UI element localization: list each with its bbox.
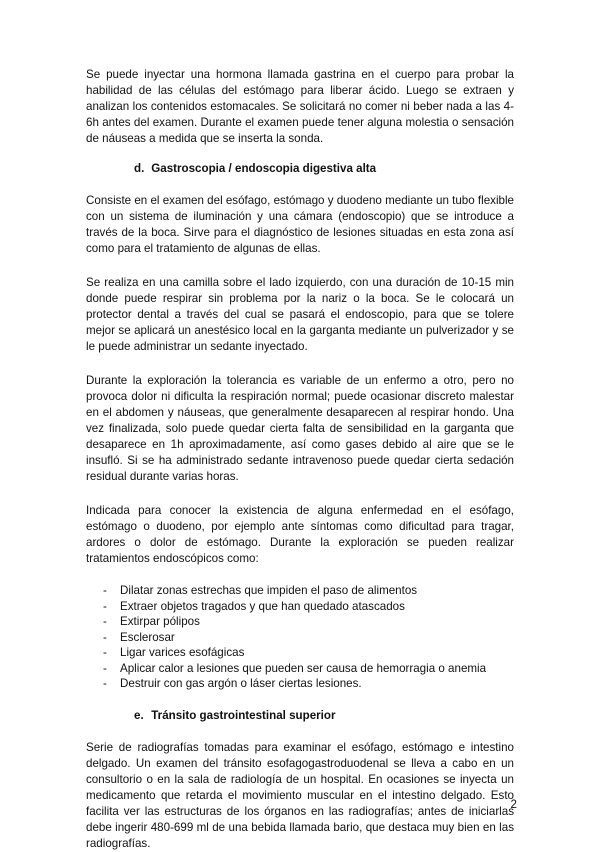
list-dash: - [103, 646, 107, 659]
section-e-title: Tránsito gastrointestinal superior [151, 708, 336, 722]
gastroscopia-paragraph-3: Durante la exploración la tolerancia es variable de un enfermo a otro, pero no provoca dolor ni dificulta la respiración normal; puede ocasionar discreto malestar en el abdomen y náuseas, que generalmente desaparecen al respirar hondo. Una vez finalizada, solo puede quedar cierta falta de sensibilidad en la garganta que desaparece en 1h aproximadamente, así como gases debido al aire que se le insufló. Si se ha administrado sedante intravenoso puede quedar cierta sedación residual durante varias horas. [86, 374, 514, 483]
section-d-heading [86, 161, 514, 177]
list-dash: - [103, 677, 107, 690]
list-item [86, 599, 514, 615]
list-item-text: Esclerosar [120, 630, 175, 644]
list-item-text: Aplicar calor a lesiones que pueden ser causa de hemorragia o anemia [120, 661, 487, 675]
list-dash: - [103, 615, 107, 628]
gastroscopia-paragraph-4: Indicada para conocer la existencia de alguna enfermedad en el esófago, estómago o duodeno, por ejemplo ante síntomas como dificultad para tragar, ardores o dolor de estómago. Durante la exploración se pueden realizar tratamientos endoscópicos como: [86, 504, 514, 565]
list-item [86, 645, 514, 661]
page-number: 2 [510, 798, 517, 811]
section-e-letter: e. [134, 708, 144, 722]
page-content [86, 67, 514, 852]
section-e-heading [86, 708, 514, 724]
section-d-letter: d. [134, 162, 145, 175]
list-item-text: Dilatar zonas estrechas que impiden el paso de alimentos [120, 584, 418, 597]
gastroscopia-paragraph-1: Consiste en el examen del esófago, estómago y duodeno mediante un tubo flexible con un sistema de iluminación y una cámara (endoscopio) que se introduce a través de la boca. Sirve para el diagnóstico de lesiones situadas en esta zona así como para el tratamiento de algunas de ellas. [86, 194, 514, 255]
list-item [86, 676, 514, 692]
list-item-text: Destruir con gas argón o láser ciertas lesiones. [120, 677, 362, 690]
list-item [86, 614, 514, 630]
list-item [86, 630, 514, 646]
gastroscopia-paragraph-2: Se realiza en una camilla sobre el lado izquierdo, con una duración de 10-15 min donde puede respirar sin problema por la nariz o la boca. Se le colocará un protector dental a través del cual se pasará el endoscopio, para que se tolere mejor se aplicará un anestésico local en la garganta mediante un pulverizador y se le puede administrar un sedante inyectado. [86, 276, 514, 353]
list-dash: - [103, 584, 107, 597]
list-item [86, 661, 514, 677]
transito-paragraph: Serie de radiografías tomadas para examinar el esófago, estómago e intestino delgado. Un examen del tránsito esofagogastroduodenal se lleva a cabo en un consultorio o en la sala de radiología de un hospital. En ocasiones se inyecta un medicamento que retarda el movimiento muscular en el intestino delgado. Esto facilita ver las estructuras de los órganos en las radiografías; antes de iniciarlas debe ingerir 480-699 ml de una bebida llamada bario, que destaca muy bien en las radiografías. [86, 740, 514, 850]
list-dash: - [103, 661, 107, 675]
intro-paragraph: Se puede inyectar una hormona llamada gastrina en el cuerpo para probar la habilidad de las células del estómago para liberar ácido. Luego se extraen y analizan los contenidos estomacales. Se solicitará no comer ni beber nada a las 4-6h antes del examen. Durante el examen puede tener alguna molestia o sensación de náuseas a medida que se inserta la sonda. [86, 68, 514, 145]
list-dash: - [103, 599, 107, 613]
treatments-list [86, 583, 514, 692]
list-item-text: Extraer objetos tragados y que han quedado atascados [120, 599, 405, 613]
list-item [86, 583, 514, 599]
section-d-title: Gastroscopia / endoscopia digestiva alta [151, 162, 377, 175]
list-item-text: Ligar varices esofágicas [120, 646, 245, 659]
list-item-text: Extirpar pólipos [120, 615, 200, 628]
list-dash: - [103, 630, 107, 644]
